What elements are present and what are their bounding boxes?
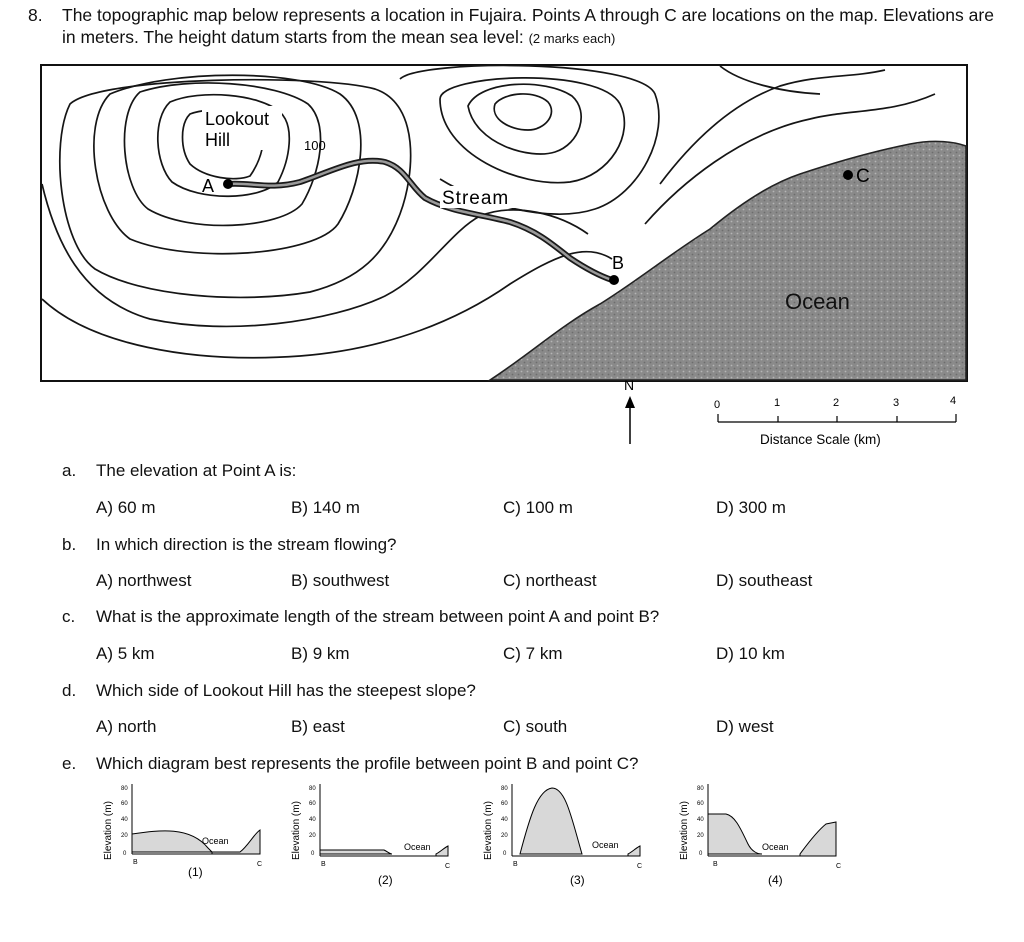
- subquestion-text: Which side of Lookout Hill has the steepest slope?: [96, 681, 476, 700]
- north-arrow: [618, 376, 642, 448]
- scale-tick-1: 1: [774, 397, 781, 409]
- subquestion-letter: e.: [62, 754, 77, 773]
- scale-title: Distance Scale (km): [760, 432, 881, 447]
- diagram-tick: 0: [311, 851, 315, 857]
- option-b-d[interactable]: D) southeast: [716, 571, 813, 590]
- subquestion-letter: a.: [62, 461, 77, 480]
- diagram-tick: 20: [121, 833, 128, 839]
- profile-diagram-4[interactable]: [676, 776, 856, 896]
- diagram-tick: 40: [501, 817, 508, 823]
- diagram-tick: 20: [309, 833, 316, 839]
- scale-tick-0: 0: [714, 399, 721, 411]
- scale-tick-2: 2: [833, 397, 840, 409]
- diagram-tick: 80: [697, 786, 704, 792]
- hill-label-2: Hill: [205, 130, 230, 150]
- diagram-tick: 60: [501, 801, 508, 807]
- diagram-start-label: B: [713, 861, 718, 868]
- diagram-number-label: (3): [570, 873, 585, 887]
- option-c-a[interactable]: A) 5 km: [96, 644, 155, 663]
- question-text: [62, 4, 1002, 50]
- point-b-label: B: [612, 253, 625, 273]
- diagram-tick: 80: [309, 786, 316, 792]
- diagram-end-label: C: [836, 863, 842, 870]
- diagram-end-label: C: [257, 861, 263, 868]
- option-a-c[interactable]: C) 100 m: [503, 498, 573, 517]
- subquestion-letter: b.: [62, 535, 77, 554]
- diagram-ocean-label: Ocean: [202, 836, 229, 846]
- option-b-b[interactable]: B) southwest: [291, 571, 390, 590]
- diagram-tick: 0: [699, 851, 703, 857]
- option-a-d[interactable]: D) 300 m: [716, 498, 786, 517]
- option-b-a[interactable]: A) northwest: [96, 571, 192, 590]
- option-d-a[interactable]: A) north: [96, 717, 157, 736]
- diagram-tick: 20: [501, 833, 508, 839]
- diagram-tick: 0: [503, 851, 507, 857]
- profile-diagram-1[interactable]: [100, 776, 280, 896]
- diagram-number-label: (2): [378, 873, 393, 887]
- point-c-label: C: [856, 166, 870, 187]
- scale-tick-3: 3: [893, 397, 900, 409]
- contour-value-label: 100: [304, 138, 326, 153]
- diagram-number-label: (4): [768, 873, 783, 887]
- diagram-end-label: C: [445, 863, 451, 870]
- option-a-b[interactable]: B) 140 m: [291, 498, 360, 517]
- diagram-tick: 40: [697, 817, 704, 823]
- diagram-tick: 60: [697, 801, 704, 807]
- option-c-d[interactable]: D) 10 km: [716, 644, 785, 663]
- option-b-c[interactable]: C) northeast: [503, 571, 597, 590]
- option-d-b[interactable]: B) east: [291, 717, 345, 736]
- question-number: 8.: [28, 5, 43, 25]
- diagram-axis-label: Elevation (m): [679, 801, 690, 860]
- diagram-ocean-label: Ocean: [404, 842, 431, 852]
- question-marks: (2 marks each): [528, 31, 616, 46]
- profile-diagram-3[interactable]: [480, 776, 660, 896]
- diagram-tick: 40: [309, 817, 316, 823]
- diagram-tick: 0: [123, 851, 127, 857]
- diagram-tick: 60: [309, 801, 316, 807]
- topographic-map: [40, 64, 968, 382]
- diagram-tick: 80: [501, 786, 508, 792]
- diagram-tick: 60: [121, 801, 128, 807]
- subquestion-letter: d.: [62, 681, 77, 700]
- point-b-dot: [609, 275, 619, 285]
- diagram-tick: 80: [121, 786, 128, 792]
- diagram-start-label: B: [321, 861, 326, 868]
- scale-tick-4: 4: [950, 395, 957, 407]
- subquestion-text: In which direction is the stream flowing?: [96, 535, 397, 554]
- option-c-b[interactable]: B) 9 km: [291, 644, 350, 663]
- question-body: The topographic map below represents a location in Fujaira. Points A through C are locations on the map. Elevations are in meters. The height datum starts from the mean sea level:: [62, 5, 994, 47]
- subquestion-text: What is the approximate length of the stream between point A and point B?: [96, 607, 660, 626]
- diagram-axis-label: Elevation (m): [103, 801, 114, 860]
- north-label: N: [624, 377, 635, 393]
- subquestion-letter: c.: [62, 607, 76, 626]
- hill-label-1: Lookout: [205, 109, 270, 129]
- diagram-axis-label: Elevation (m): [291, 801, 302, 860]
- diagram-ocean-label: Ocean: [762, 842, 789, 852]
- option-c-c[interactable]: C) 7 km: [503, 644, 563, 663]
- diagram-start-label: B: [513, 861, 518, 868]
- point-a-label: A: [202, 176, 215, 196]
- option-d-c[interactable]: C) south: [503, 717, 568, 736]
- option-d-d[interactable]: D) west: [716, 717, 774, 736]
- diagram-number-label: (1): [188, 865, 203, 879]
- point-c-dot: [843, 170, 853, 180]
- diagram-axis-label: Elevation (m): [483, 801, 494, 860]
- diagram-tick: 40: [121, 817, 128, 823]
- distance-scale: [700, 388, 970, 452]
- profile-diagram-2[interactable]: [288, 776, 468, 896]
- diagram-ocean-label: Ocean: [592, 840, 619, 850]
- diagram-end-label: C: [637, 863, 643, 870]
- option-a-a[interactable]: A) 60 m: [96, 498, 156, 517]
- point-a-dot: [223, 179, 233, 189]
- ocean-label: Ocean: [785, 289, 850, 314]
- diagram-start-label: B: [133, 859, 138, 866]
- stream-label: Stream: [442, 188, 510, 209]
- subquestion-text: Which diagram best represents the profile between point B and point C?: [96, 754, 639, 773]
- diagram-tick: 20: [697, 833, 704, 839]
- subquestion-text: The elevation at Point A is:: [96, 461, 297, 480]
